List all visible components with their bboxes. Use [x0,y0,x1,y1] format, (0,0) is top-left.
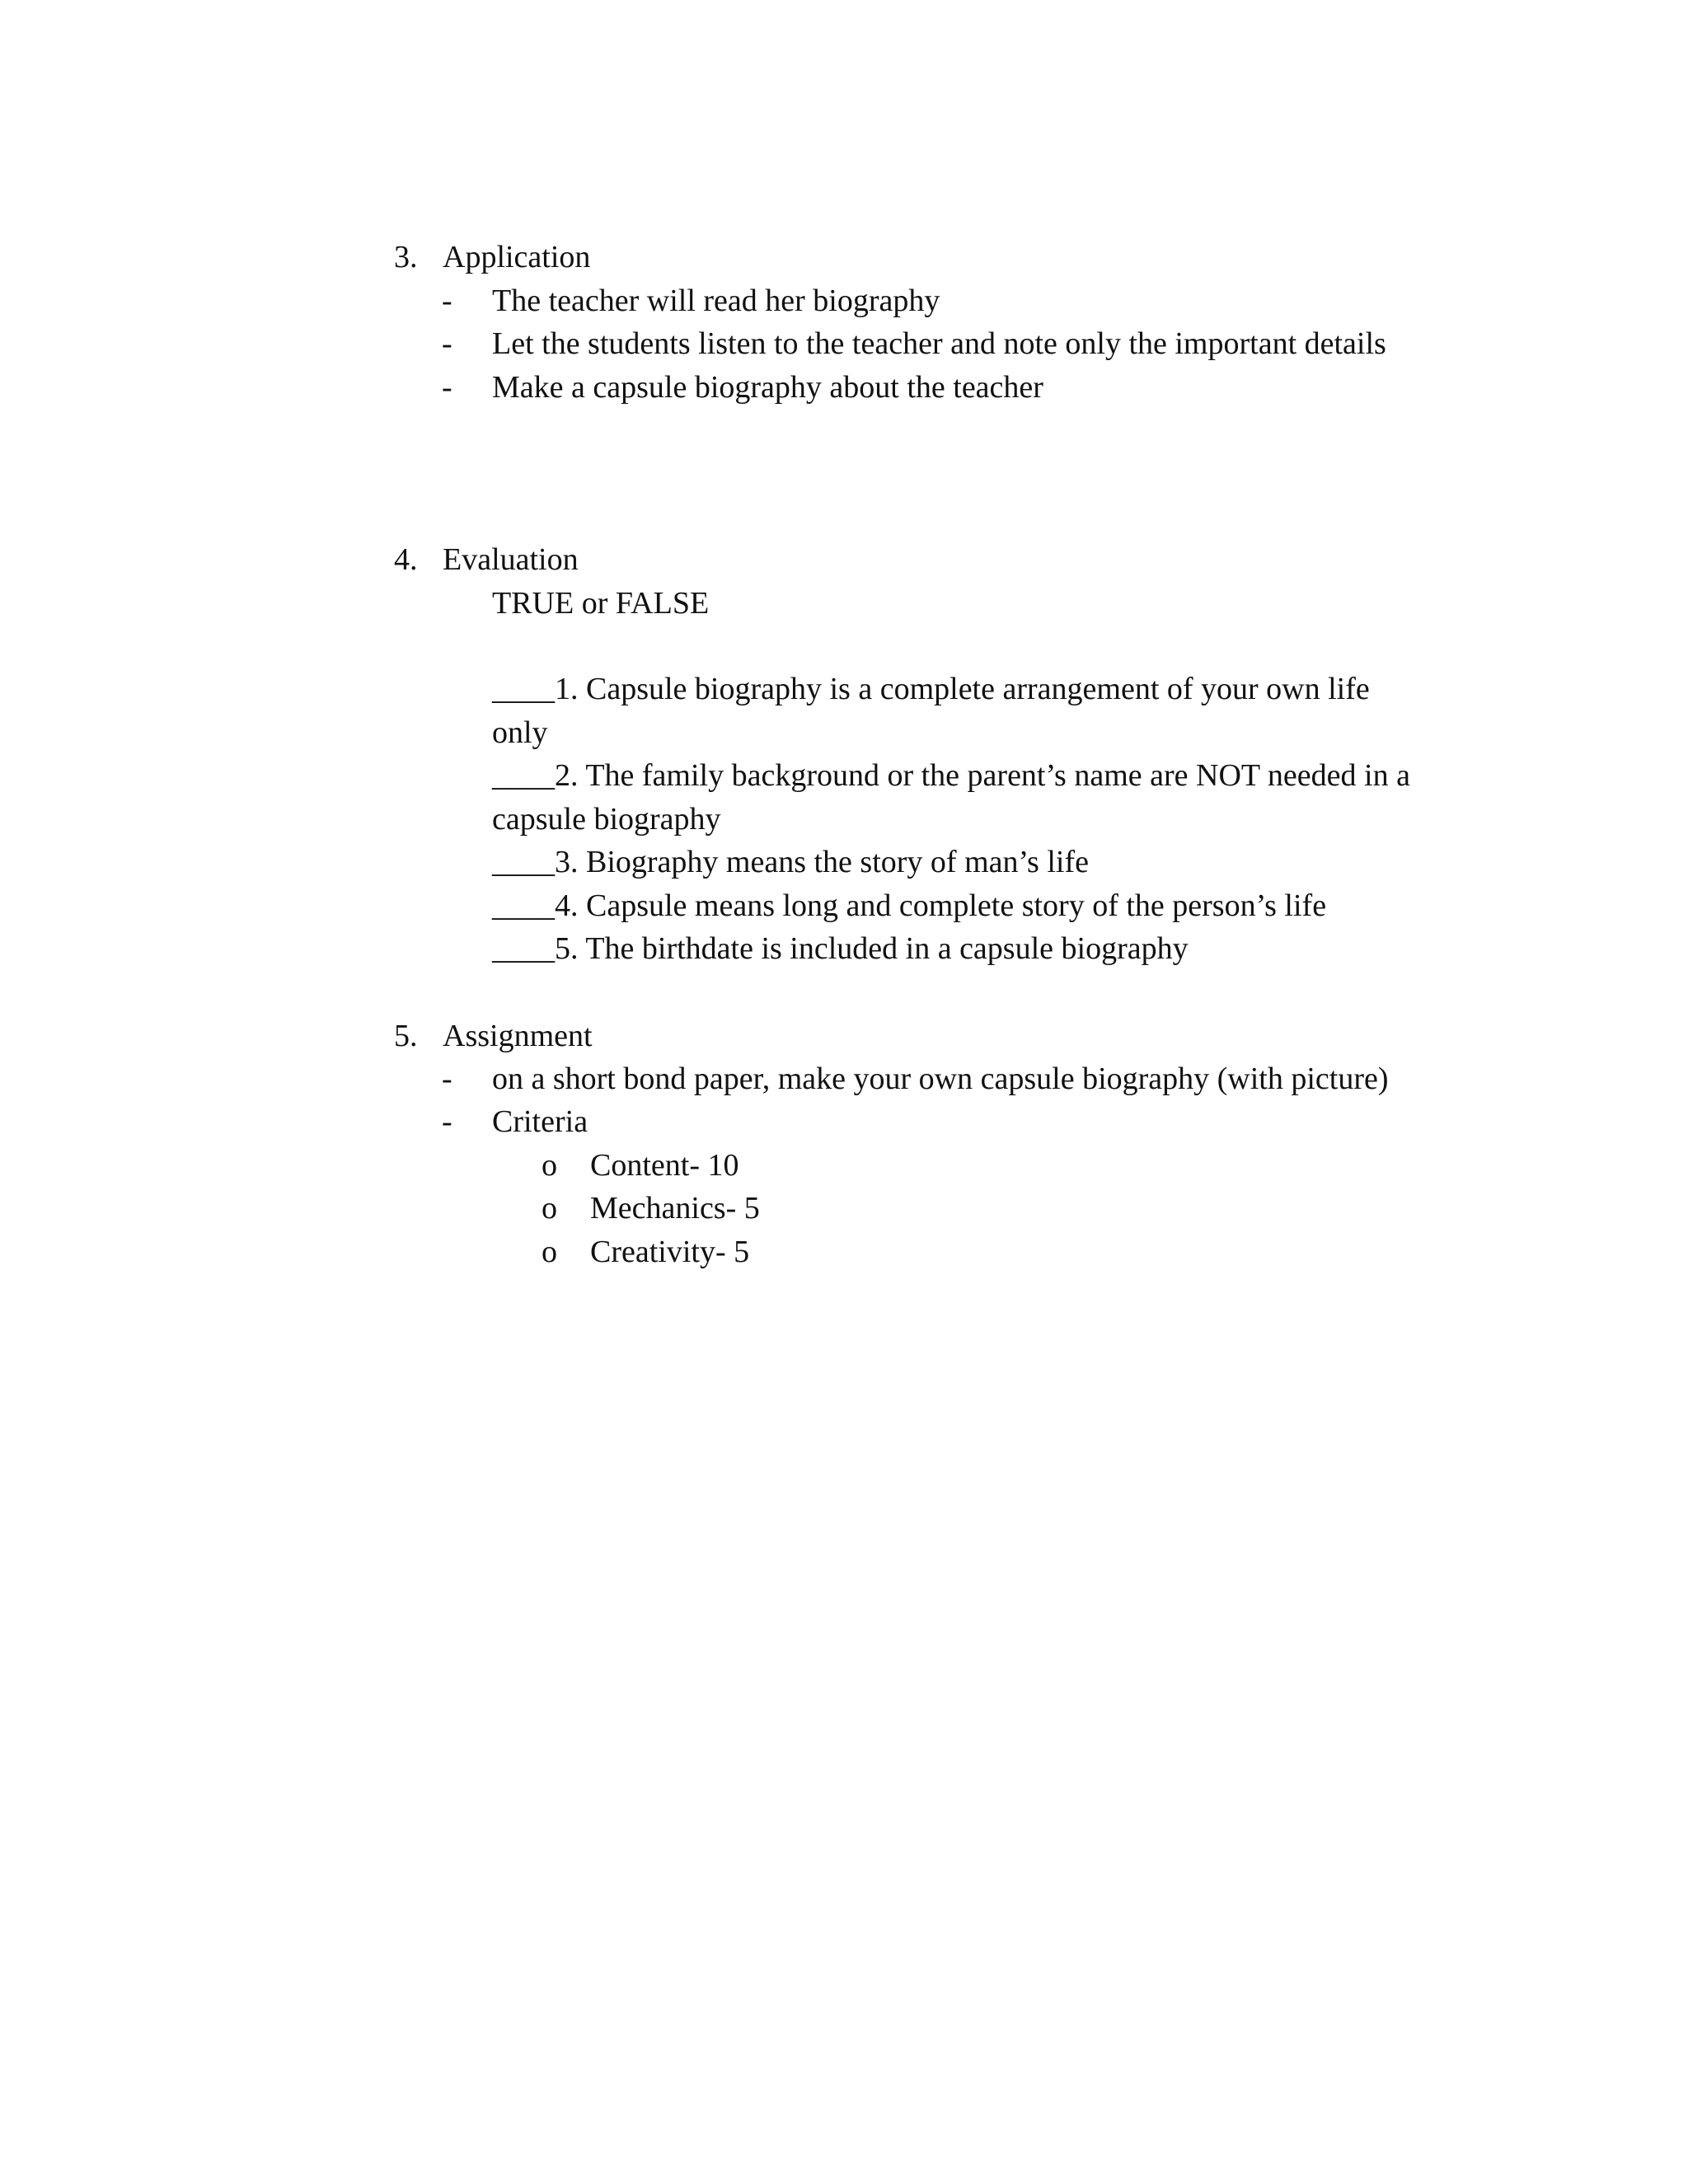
circle-bullet-icon: o [542,1191,557,1226]
document-page: 3. Application - The teacher will read her biography - Let the students listen to the teacher and note only the important details - Make a capsule biography about the teacher 4. Evaluation TRUE or FALSE ____1. Capsule biography is a complete arrangement of your own life only ____2. The family background or the parent’s name are NOT needed in a capsule biography ____3. Biography means the story of man’s life ____4. Capsule means long and complete story of the person’s life ____5. The birthdate is included in a capsule biography 5. Assignment - on a short bond paper, make your own capsule biography (with picture) - Criteria o Content- 10 o Mechanics- 5 o Creativity- 5 [0,0,1688,2184]
question-text: only [492,715,548,750]
circle-bullet-icon: o [542,1235,557,1269]
list-item-text: Let the students listen to the teacher and note only the important details [492,326,1386,361]
section-number: 3. [394,240,418,274]
list-item-text: on a short bond paper, make your own capsule biography (with picture) [492,1062,1389,1096]
list-item-text: Criteria [492,1104,588,1139]
question-text: ____5. The birthdate is included in a capsule biography [492,931,1189,966]
criteria-text: Content- 10 [590,1148,739,1183]
dash-bullet: - [442,1104,452,1139]
section-title: Assignment [443,1019,593,1053]
question-text: ____1. Capsule biography is a complete arrangement of your own life [492,672,1370,706]
dash-bullet: - [442,284,452,318]
list-item-text: Make a capsule biography about the teacher [492,370,1043,405]
question-text: ____2. The family background or the parent’s name are NOT needed in a [492,758,1410,793]
section-number: 4. [394,542,418,577]
list-item-text: The teacher will read her biography [492,284,940,318]
question-text: capsule biography [492,802,721,837]
dash-bullet: - [442,370,452,405]
criteria-text: Creativity- 5 [590,1235,750,1269]
question-text: ____4. Capsule means long and complete story of the person’s life [492,888,1327,923]
section-number: 5. [394,1019,418,1053]
question-text: ____3. Biography means the story of man’s life [492,845,1089,879]
section-title: Application [443,240,591,274]
dash-bullet: - [442,1062,452,1096]
circle-bullet-icon: o [542,1148,557,1183]
criteria-text: Mechanics- 5 [590,1191,760,1226]
dash-bullet: - [442,326,452,361]
section-title: Evaluation [443,542,579,577]
